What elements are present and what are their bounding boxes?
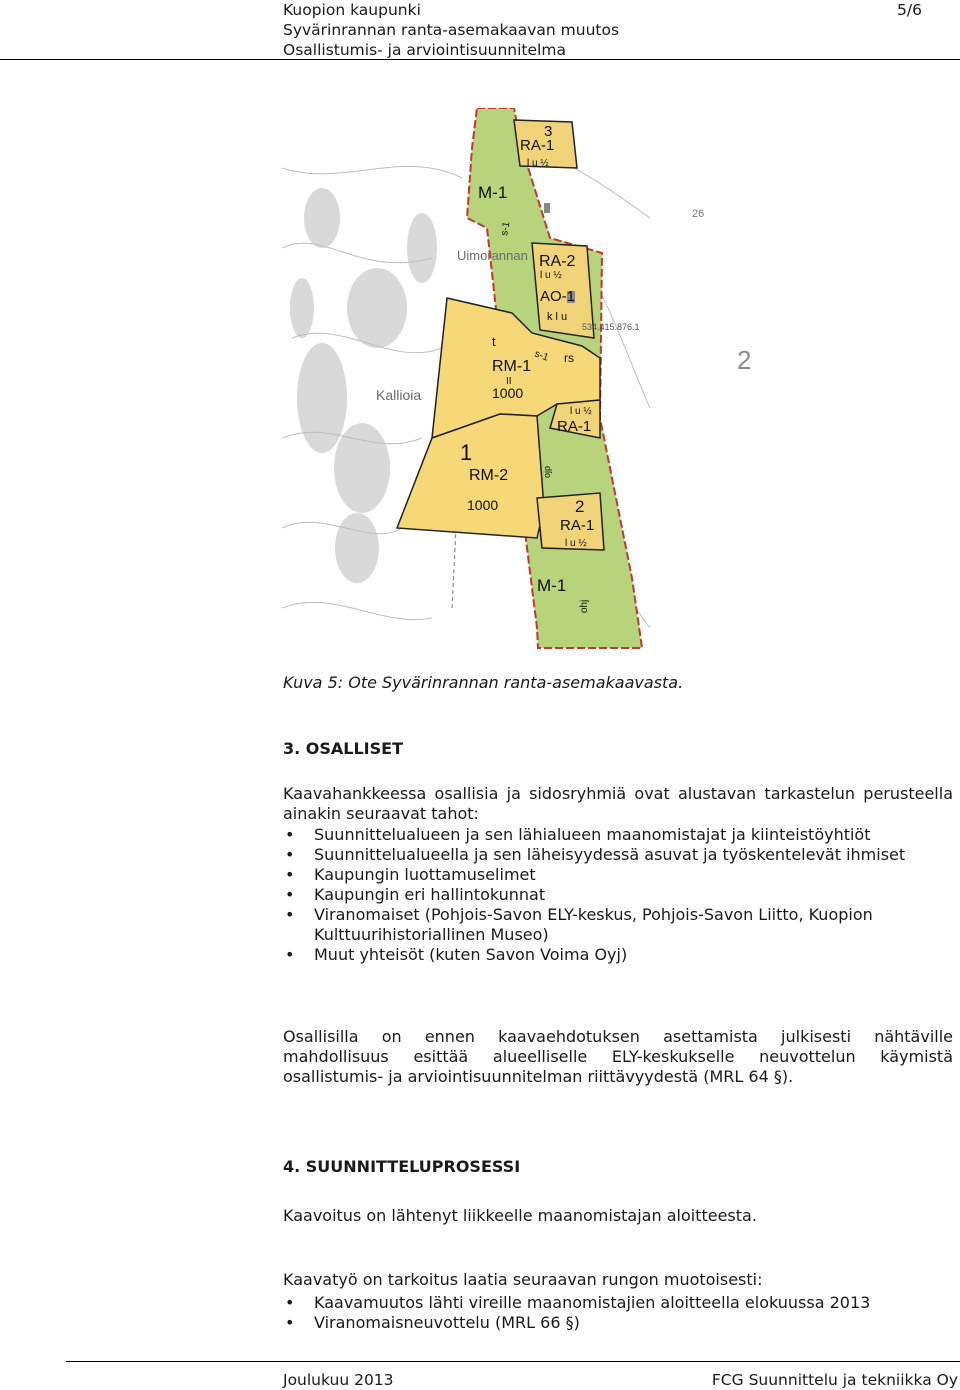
list-item: • Kaupungin eri hallintokunnat xyxy=(283,885,953,905)
figure-caption: Kuva 5: Ote Syvärinrannan ranta-asemakaavasta. xyxy=(283,673,684,692)
map-label-rm2-num: 1 xyxy=(460,440,473,465)
map-label-ra2: RA-2 xyxy=(539,253,576,270)
map-label-kallioia: Kallioia xyxy=(376,387,422,403)
map-label-uimorannan: Uimorannan xyxy=(457,248,528,263)
header-organization: Kuopion kaupunki xyxy=(283,1,421,19)
section-3-paragraph: Osallisilla on ennen kaavaehdotuksen asettamista julkisesti nähtäville mahdollisuus esittää alueelliselle ELY-keskukselle neuvottelun käymistä osallistumis- ja arviointisuunnitelman riittävyydestä (MRL 64 §). xyxy=(283,1027,953,1086)
map-label-rm2-area: 1000 xyxy=(467,497,499,513)
page-header xyxy=(283,0,923,60)
header-plan-name: Syvärinrannan ranta-asemakaavan muutos xyxy=(283,21,620,39)
map-label-rm1-area: 1000 xyxy=(492,385,524,401)
section-3-intro: Kaavahankkeessa osallisia ja sidosryhmiä ovat alustavan tarkastelun perusteella ainakin seuraavat tahot: xyxy=(283,784,953,823)
map-label-ra1-low-num: 2 xyxy=(575,497,585,516)
footer-divider xyxy=(66,1361,960,1362)
list-item: • Kaupungin luottamuselimet xyxy=(283,865,953,885)
map-label-ra2-lu: l u ½ xyxy=(540,270,562,281)
map-label-ra1-top: RA-1 xyxy=(520,137,555,154)
map-label-klu: k l u xyxy=(547,311,568,323)
plan-map xyxy=(282,108,650,671)
page-number: 5/6 xyxy=(897,1,922,19)
map-label-ra1-low: RA-1 xyxy=(560,517,595,534)
footer-company: FCG Suunnittelu ja tekniikka Oy xyxy=(711,1371,958,1389)
map-label-ra1-low-lu: l u ½ xyxy=(565,538,587,549)
map-label-ohj: ohj xyxy=(579,599,590,613)
map-label-ra1-top-num: 3 xyxy=(544,123,553,140)
map-label-ra1-mid: RA-1 xyxy=(557,418,592,435)
map-label-lu-half: l u ½ xyxy=(570,406,592,417)
header-divider xyxy=(0,59,960,60)
list-item: • Kaavamuutos lähti vireille maanomistajien aloitteella elokuussa 2013 xyxy=(283,1293,953,1313)
header-document-type: Osallistumis- ja arviointisuunnitelma xyxy=(283,41,566,59)
map-label-rs: rs xyxy=(564,351,574,365)
map-area-number-2: 2 xyxy=(737,345,752,375)
map-label-rm1: RM-1 xyxy=(492,358,532,375)
map-label-t: t xyxy=(492,334,496,349)
footer-date: Joulukuu 2013 xyxy=(283,1371,394,1389)
map-elevation-26: 26 xyxy=(692,208,705,220)
map-label-s1-b: s-1 xyxy=(532,348,550,364)
map-label-m1-bottom: M-1 xyxy=(537,576,567,595)
section-4-paragraph-2: Kaavatyö on tarkoitus laatia seuraavan rungon muotoisesti: xyxy=(283,1270,763,1289)
process-list xyxy=(283,1293,953,1333)
map-label-ojp: ojp xyxy=(542,465,552,478)
stakeholder-list xyxy=(283,825,953,965)
map-label-rm2: RM-2 xyxy=(469,467,509,484)
list-item: • Muut yhteisöt (kuten Savon Voima Oyj) xyxy=(283,945,953,965)
section-4-heading: 4. SUUNNITTELUPROSESSI xyxy=(283,1157,521,1176)
list-item: • Suunnittelualueella ja sen läheisyydessä asuvat ja työskentelevät ihmiset xyxy=(283,845,953,865)
map-label-ao1: AO-1 xyxy=(540,288,576,305)
map-label-m1-top: M-1 xyxy=(478,183,508,202)
map-label-parcel-id: 534.415.876.1 xyxy=(582,322,640,332)
list-item: • Viranomaisneuvottelu (MRL 66 §) xyxy=(283,1313,953,1333)
section-4-paragraph-1: Kaavoitus on lähtenyt liikkeelle maanomistajan aloitteesta. xyxy=(283,1206,757,1225)
map-label-rm1-floors: II xyxy=(506,376,512,387)
map-label-s1-a: s-1 xyxy=(499,220,513,237)
map-label-ra1-top-lu: l u ½ xyxy=(527,158,549,169)
list-item: • Suunnittelualueen ja sen lähialueen maanomistajat ja kiinteistöyhtiöt xyxy=(283,825,953,845)
section-3-heading: 3. OSALLISET xyxy=(283,739,403,758)
list-item: • Viranomaiset (Pohjois-Savon ELY-keskus, Pohjois-Savon Liitto, Kuopion Kulttuurihistoriallinen Museo) xyxy=(283,905,953,945)
plan-map-figure xyxy=(282,108,650,671)
